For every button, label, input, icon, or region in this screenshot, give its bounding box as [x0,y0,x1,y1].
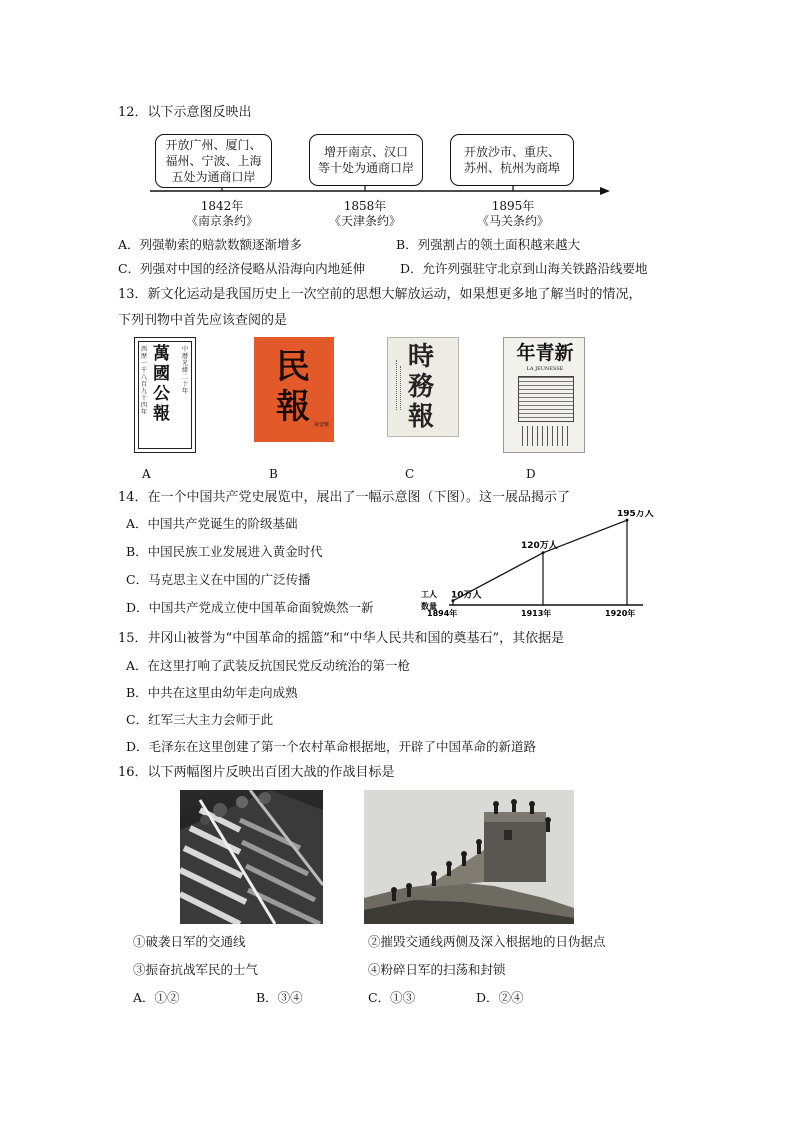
q16-option-a[interactable]: A．①② [133,990,180,1005]
q15-option-a[interactable]: A．在这里打响了武装反抗国民党反动统治的第一枪 [126,658,411,673]
q12-treaty-nanjing: 《南京条约》 [185,214,258,228]
worker-count-line [453,520,627,600]
q15-option-c[interactable]: C．红军三大主力会师于此 [126,712,274,727]
q12-year-1858: 1858年 [343,199,387,213]
magazine-a-letter[interactable]: A [142,467,151,481]
q12-option-a[interactable]: A．列强勒索的赔款数额逐渐增多 [118,237,303,252]
q16-item-4: ④粉碎日军的扫荡和封锁 [368,962,506,977]
q15-stem: 15．井冈山被誉为“中国革命的摇篮”和“中华人民共和国的奠基石”，其依据是 [118,631,565,646]
q12-event-box-1842: 开放广州、厦门、 福州、宁波、上海 五处为通商口岸 [155,134,272,188]
q12-option-b[interactable]: B．列强割占的领土面积越来越大 [396,237,581,252]
q14-option-a[interactable]: A．中国共产党诞生的阶级基础 [126,516,298,531]
q16-stem: 16．以下两幅图片反映出百团大战的作战目标是 [118,765,395,780]
y-axis-label-line1: 工人 [421,590,437,599]
q12-event-box-1858: 增开南京、汉口 等十处为通商口岸 [309,134,423,186]
x-tick-label-2: 1920年 [605,609,636,618]
q12-option-c[interactable]: C．列强对中国的经济侵略从沿海向内地延伸 [118,261,366,276]
q14-stem: 14．在一个中国共产党史展览中，展出了一幅示意图（下图）。这一展品揭示了 [118,490,571,505]
y-axis-label-line2: 数量 [421,602,437,611]
q16-option-b[interactable]: B．③④ [256,990,303,1005]
q13-stem-line2: 下列刊物中首先应该查阅的是 [118,313,288,328]
q12-year-1842: 1842年 [200,199,244,213]
data-point-1 [542,551,545,554]
q12-treaty-tianjin: 《天津条约》 [328,214,401,228]
data-label-2: 195万人 [617,510,654,520]
x-tick-label-1: 1913年 [521,609,552,618]
q14-option-c[interactable]: C．马克思主义在中国的广泛传播 [126,572,311,587]
q16-item-2: ②摧毁交通线两侧及深入根据地的日伪据点 [368,934,606,949]
q12-event-box-1895: 开放沙市、重庆、 苏州、杭州为商埠 [450,134,574,186]
x-tick-label-0: 1894年 [427,609,458,618]
magazine-d-cover: 新青年 LA JEUNESSE [503,337,585,453]
q14-option-b[interactable]: B．中国民族工业发展进入黄金时代 [126,544,323,559]
q13-stem-line1: 13．新文化运动是我国历史上一次空前的思想大解放运动，如果想更多地了解当时的情况， [118,287,642,302]
magazine-c-letter[interactable]: C [405,467,415,481]
q16-item-3: ③振奋抗战军民的士气 [133,962,259,977]
q15-option-d[interactable]: D．毛泽东在这里创建了第一个农村革命根据地，开辟了中国革命的新道路 [126,739,537,754]
railway-sabotage-photo [180,790,323,924]
q16-option-d[interactable]: D．②④ [476,990,524,1005]
q12-treaty-maguan: 《马关条约》 [476,214,549,228]
q12-stem: 12．以下示意图反映出 [118,105,252,120]
q16-item-1: ①破袭日军的交通线 [133,934,246,949]
magazine-d-letter[interactable]: D [526,467,536,481]
q12-year-1895: 1895年 [491,199,535,213]
magazine-b-letter[interactable]: B [269,467,278,481]
q16-option-c[interactable]: C．①③ [368,990,416,1005]
fort-assault-photo [364,790,574,924]
magazine-c-cover: 時務報 [387,337,459,437]
q14-worker-count-chart [415,510,655,625]
q15-option-b[interactable]: B．中共在这里由幼年走向成熟 [126,685,298,700]
q12-option-d[interactable]: D．允许列强驻守北京到山海关铁路沿线要地 [400,261,648,276]
data-label-0: 10万人 [451,590,482,601]
magazine-b-cover: 民報 第壹號 [254,337,334,442]
q14-option-d[interactable]: D．中国共产党成立使中国革命面貌焕然一新 [126,600,374,615]
magazine-a-cover: 西歷一千八百九十四年 萬國公報 中曆光緒二十年 [134,337,196,453]
data-label-1: 120万人 [521,540,558,551]
